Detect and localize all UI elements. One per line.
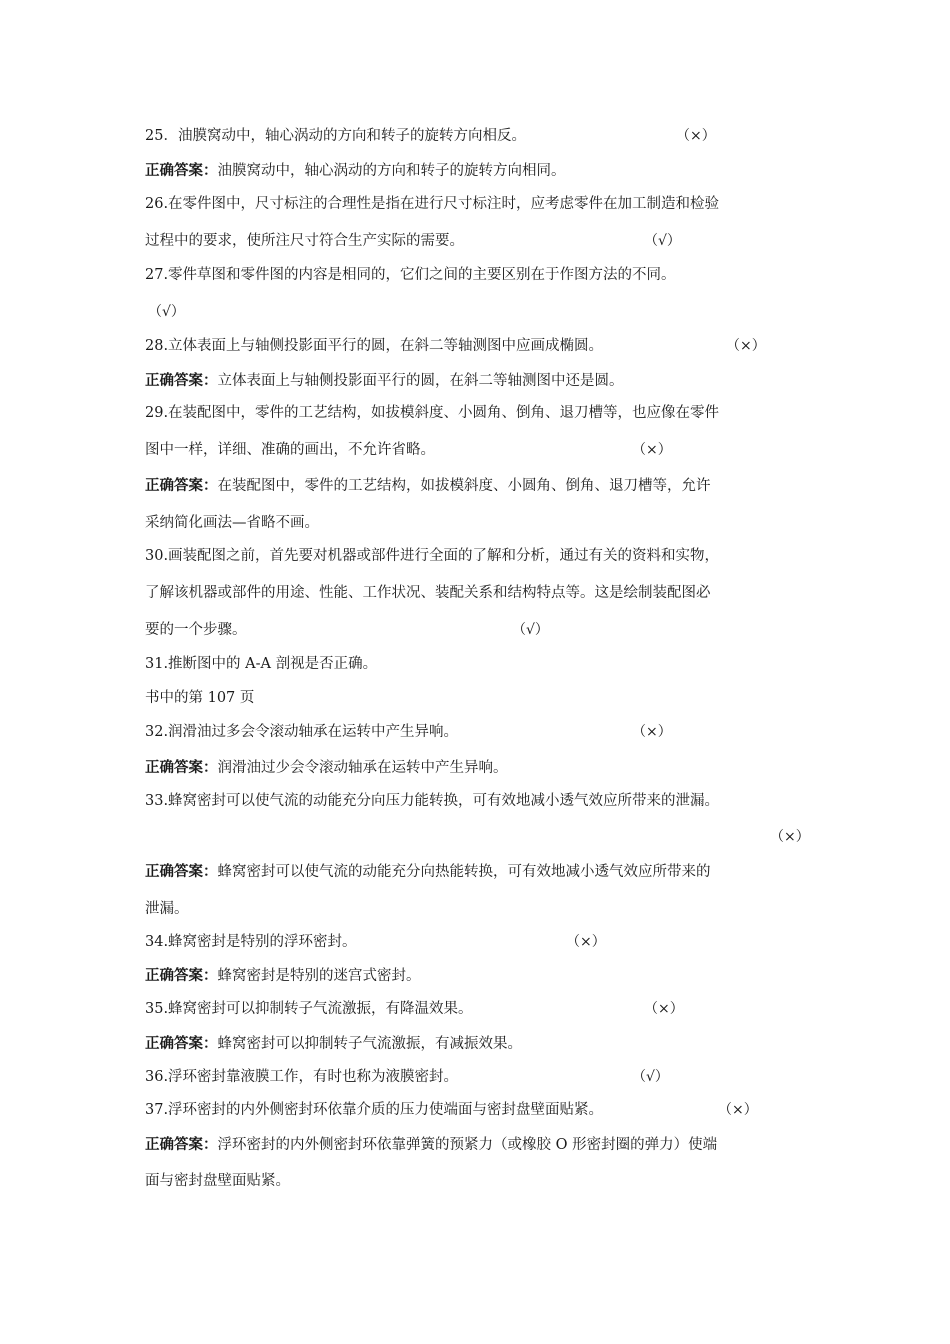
answer-33-line2: 泄漏。 bbox=[145, 901, 189, 917]
question-35: 35.蜂窝密封可以抑制转子气流激振，有降温效果。 bbox=[145, 1001, 473, 1017]
answer-label: 正确答案： bbox=[145, 372, 218, 389]
question-37: 37.浮环密封的内外侧密封环依靠介质的压力使端面与密封盘壁面贴紧。 bbox=[145, 1102, 604, 1118]
mark-33: （×） bbox=[770, 829, 810, 845]
answer-label: 正确答案： bbox=[145, 759, 218, 776]
answer-text: 蜂窝密封可以抑制转子气流激振，有减振效果。 bbox=[217, 1036, 522, 1052]
question-29-line1: 29.在装配图中，零件的工艺结构，如拔模斜度、小圆角、倒角、退刀槽等，也应像在零件 bbox=[145, 405, 720, 421]
answer-37-line1 bbox=[145, 1135, 717, 1155]
page-reference-note: 书中的第 107 页 bbox=[145, 690, 255, 706]
answer-label: 正确答案： bbox=[145, 863, 218, 880]
question-31: 31.推断图中的 A-A 剖视是否正确。 bbox=[145, 656, 378, 672]
question-30-line3: 要的一个步骤。 bbox=[145, 622, 247, 638]
answer-33-line1 bbox=[145, 862, 711, 882]
question-34: 34.蜂窝密封是特别的浮环密封。 bbox=[145, 934, 357, 950]
answer-text: 在装配图中，零件的工艺结构，如拔模斜度、小圆角、倒角、退刀槽等，允许 bbox=[217, 478, 711, 494]
answer-37-line2: 面与密封盘壁面贴紧。 bbox=[145, 1173, 290, 1189]
answer-label: 正确答案： bbox=[145, 477, 218, 494]
answer-35 bbox=[145, 1034, 522, 1054]
answer-25 bbox=[145, 161, 566, 181]
mark-36: （√） bbox=[632, 1069, 669, 1085]
question-36: 36.浮环密封靠液膜工作，有时也称为液膜密封。 bbox=[145, 1069, 459, 1085]
answer-label: 正确答案： bbox=[145, 162, 218, 179]
mark-32: （×） bbox=[632, 724, 672, 740]
mark-28: （×） bbox=[726, 338, 766, 354]
question-30-line1: 30.画装配图之前，首先要对机器或部件进行全面的了解和分析，通过有关的资料和实物， bbox=[145, 548, 720, 564]
mark-26: （√） bbox=[644, 233, 681, 249]
mark-34: （×） bbox=[566, 934, 606, 950]
answer-label: 正确答案： bbox=[145, 967, 218, 984]
answer-label: 正确答案： bbox=[145, 1035, 218, 1052]
mark-35: （×） bbox=[644, 1001, 684, 1017]
question-32: 32.润滑油过多会令滚动轴承在运转中产生异响。 bbox=[145, 724, 459, 740]
answer-text: 蜂窝密封可以使气流的动能充分向热能转换，可有效地减小透气效应所带来的 bbox=[217, 864, 711, 880]
answer-32 bbox=[145, 758, 508, 778]
answer-29-line1 bbox=[145, 476, 711, 496]
answer-text: 润滑油过少会令滚动轴承在运转中产生异响。 bbox=[217, 760, 508, 776]
question-30-line2: 了解该机器或部件的用途、性能、工作状况、装配关系和结构特点等。这是绘制装配图必 bbox=[145, 585, 711, 601]
question-26-line1: 26.在零件图中，尺寸标注的合理性是指在进行尺寸标注时，应考虑零件在加工制造和检验 bbox=[145, 196, 720, 212]
mark-29: （×） bbox=[632, 442, 672, 458]
question-26-line2: 过程中的要求，使所注尺寸符合生产实际的需要。 bbox=[145, 233, 464, 249]
answer-label: 正确答案： bbox=[145, 1136, 218, 1153]
answer-29-line2: 采纳简化画法—省略不画。 bbox=[145, 515, 319, 531]
question-29-line2: 图中一样，详细、准确的画出，不允许省略。 bbox=[145, 442, 435, 458]
mark-27: （√） bbox=[148, 304, 185, 320]
answer-34 bbox=[145, 966, 421, 986]
mark-30: （√） bbox=[512, 622, 549, 638]
mark-25: （×） bbox=[676, 128, 716, 144]
answer-text: 蜂窝密封是特别的迷宫式密封。 bbox=[217, 968, 421, 984]
question-33: 33.蜂窝密封可以使气流的动能充分向压力能转换，可有效地减小透气效应所带来的泄漏。 bbox=[145, 793, 720, 809]
answer-text: 浮环密封的内外侧密封环依靠弹簧的预紧力（或橡胶 O 形密封圈的弹力）使端 bbox=[217, 1137, 718, 1153]
question-28: 28.立体表面上与轴侧投影面平行的圆，在斜二等轴测图中应画成椭圆。 bbox=[145, 338, 604, 354]
answer-text: 立体表面上与轴侧投影面平行的圆，在斜二等轴测图中还是圆。 bbox=[217, 373, 624, 389]
answer-text: 油膜窝动中，轴心涡动的方向和转子的旋转方向相同。 bbox=[217, 163, 566, 179]
question-27-line1: 27.零件草图和零件图的内容是相同的，它们之间的主要区别在于作图方法的不同。 bbox=[145, 267, 676, 283]
mark-37: （×） bbox=[718, 1102, 758, 1118]
question-25: 25．油膜窝动中，轴心涡动的方向和转子的旋转方向相反。 bbox=[145, 128, 526, 144]
answer-28 bbox=[145, 371, 624, 391]
